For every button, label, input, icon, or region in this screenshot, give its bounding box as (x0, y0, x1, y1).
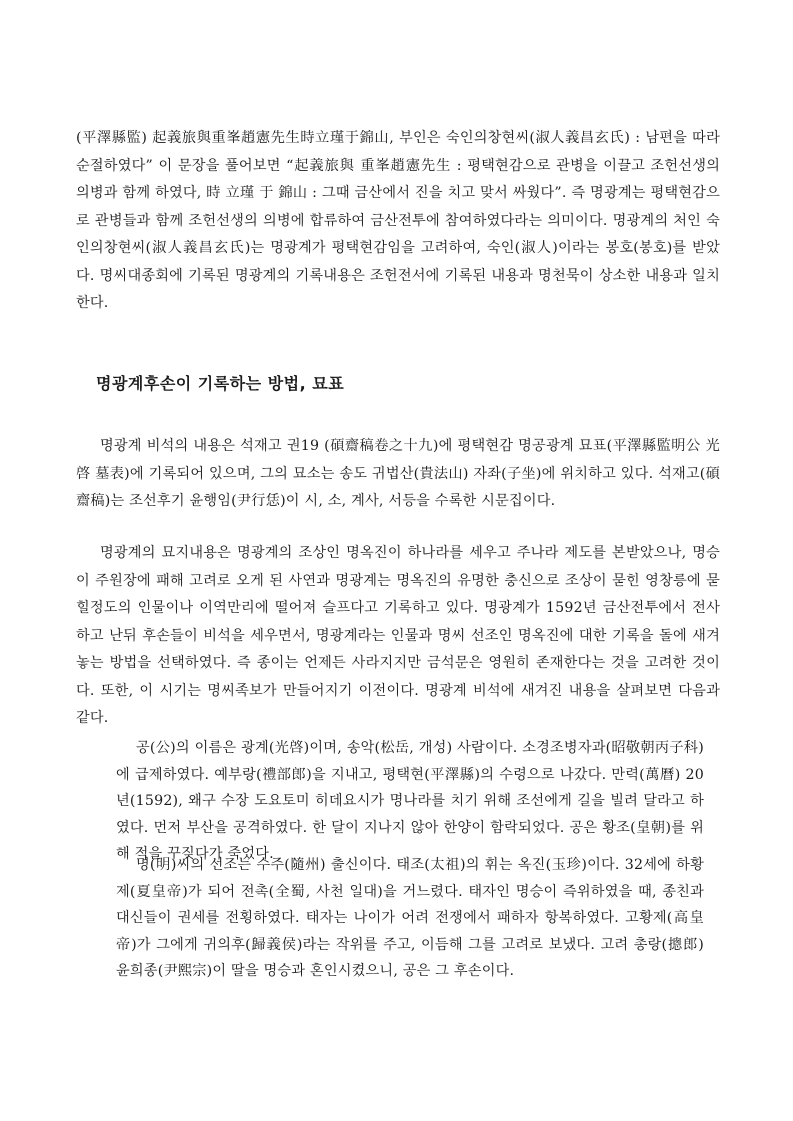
section-heading: 명광계후손이 기록하는 방법, 묘표 (96, 374, 345, 393)
paragraph-3: 명광계의 묘지내용은 명광계의 조상인 명옥진이 하나라를 세우고 주나라 제도를 본받았으나, 명승이 주원장에 패해 고려로 오게 된 사연과 명광계는 명옥진의 유명한 충신으로 조상이 묻힌 영창릉에 묻힐정도의 인물이나 이역만리에 떨어져 슬프다고 기록하고 있다. 명광계가 1592년 금산전투에서 전사하고 난뒤 후손들이 비석을 세우면서, 명광계라는 인물과 명씨 선조인 명옥진에 대한 기록을 돌에 새겨놓는 방법을 선택하였다. 즉 종이는 언제든 사라지지만 금석문은 영원히 존재한다는 것을 고려한 것이다. 또한, 이 시기는 명씨족보가 만들어지기 이전이다. 명광계 비석에 새겨진 내용을 살펴보면 다음과 같다. (76, 545, 720, 726)
quote-block-2: 명(明)씨의 선조는 수주(隨州) 출신이다. 태조(太祖)의 휘는 옥진(玉珍)이다. 32세에 하황제(夏皇帝)가 되어 전촉(全蜀, 사천 일대)을 거느렸다. 태자인 명승이 즉위하였을 때, 종친과 대신들이 권세를 전횡하였다. 태자는 나이가 어려 전쟁에서 패하자 항복하였다. 고황제(高皇帝)가 그에게 귀의후(歸義侯)라는 작위를 주고, 이듬해 그를 고려로 보냈다. 고려 총랑(摠郎) 윤희종(尹熙宗)이 딸을 명승과 혼인시켰으니, 공은 그 후손이다. (116, 857, 704, 979)
paragraph-2: 명광계 비석의 내용은 석재고 권19 (碩齋稿卷之十九)에 평택현감 명공광계 묘표(平澤縣監明公 光啓 墓表)에 기록되어 있으며, 그의 묘소는 송도 귀법산(貴法山) 자좌(子坐)에 위치하고 있다. 석재고(碩齋稿)는 조선후기 윤행임(尹行恁)이 시, 소, 계사, 서등을 수록한 시문집이다. (76, 438, 720, 509)
quote-block-1: 공(公)의 이름은 광계(光啓)이며, 송악(松岳, 개성) 사람이다. 소경조병자과(昭敬朝丙子科)에 급제하였다. 예부랑(禮部郎)을 지내고, 평택현(平澤縣)의 수령으로 나갔다. 만력(萬曆) 20년(1592), 왜구 수장 도요토미 히데요시가 명나라를 치기 위해 조선에게 길을 빌려 달라고 하였다. 먼저 부산을 공격하였다. 한 달이 지나지 않아 한양이 함락되었다. 공은 황조(皇朝)를 위해 적을 꾸짖다가 죽었다. (116, 740, 704, 862)
paragraph-1: (平澤縣監) 起義旅與重峯趙憲先生時立瑾于錦山, 부인은 숙인의창현씨(淑人義昌玄氏) : 남편을 따라 순절하였다” 이 문장을 풀어보면 “起義旅與 重峯趙憲先生 : 평택현감으로 관병을 이끌고 조헌선생의 의병과 함께 하였다, 時 立瑾 于 錦山 : 그때 금산에서 진을 치고 맞서 싸웠다”. 즉 명광계는 평택현감으로 관병들과 함께 조헌선생의 의병에 합류하여 금산전투에 참여하였다라는 의미이다. 명광계의 처인 숙인의창현씨(淑人義昌玄氏)는 명광계가 평택현감임을 고려하여, 숙인(淑人)이라는 봉호(봉호)를 받았다. 명씨대종회에 기록된 명광계의 기록내용은 조헌전서에 기록된 내용과 명천묵이 상소한 내용과 일치한다. (76, 130, 721, 311)
